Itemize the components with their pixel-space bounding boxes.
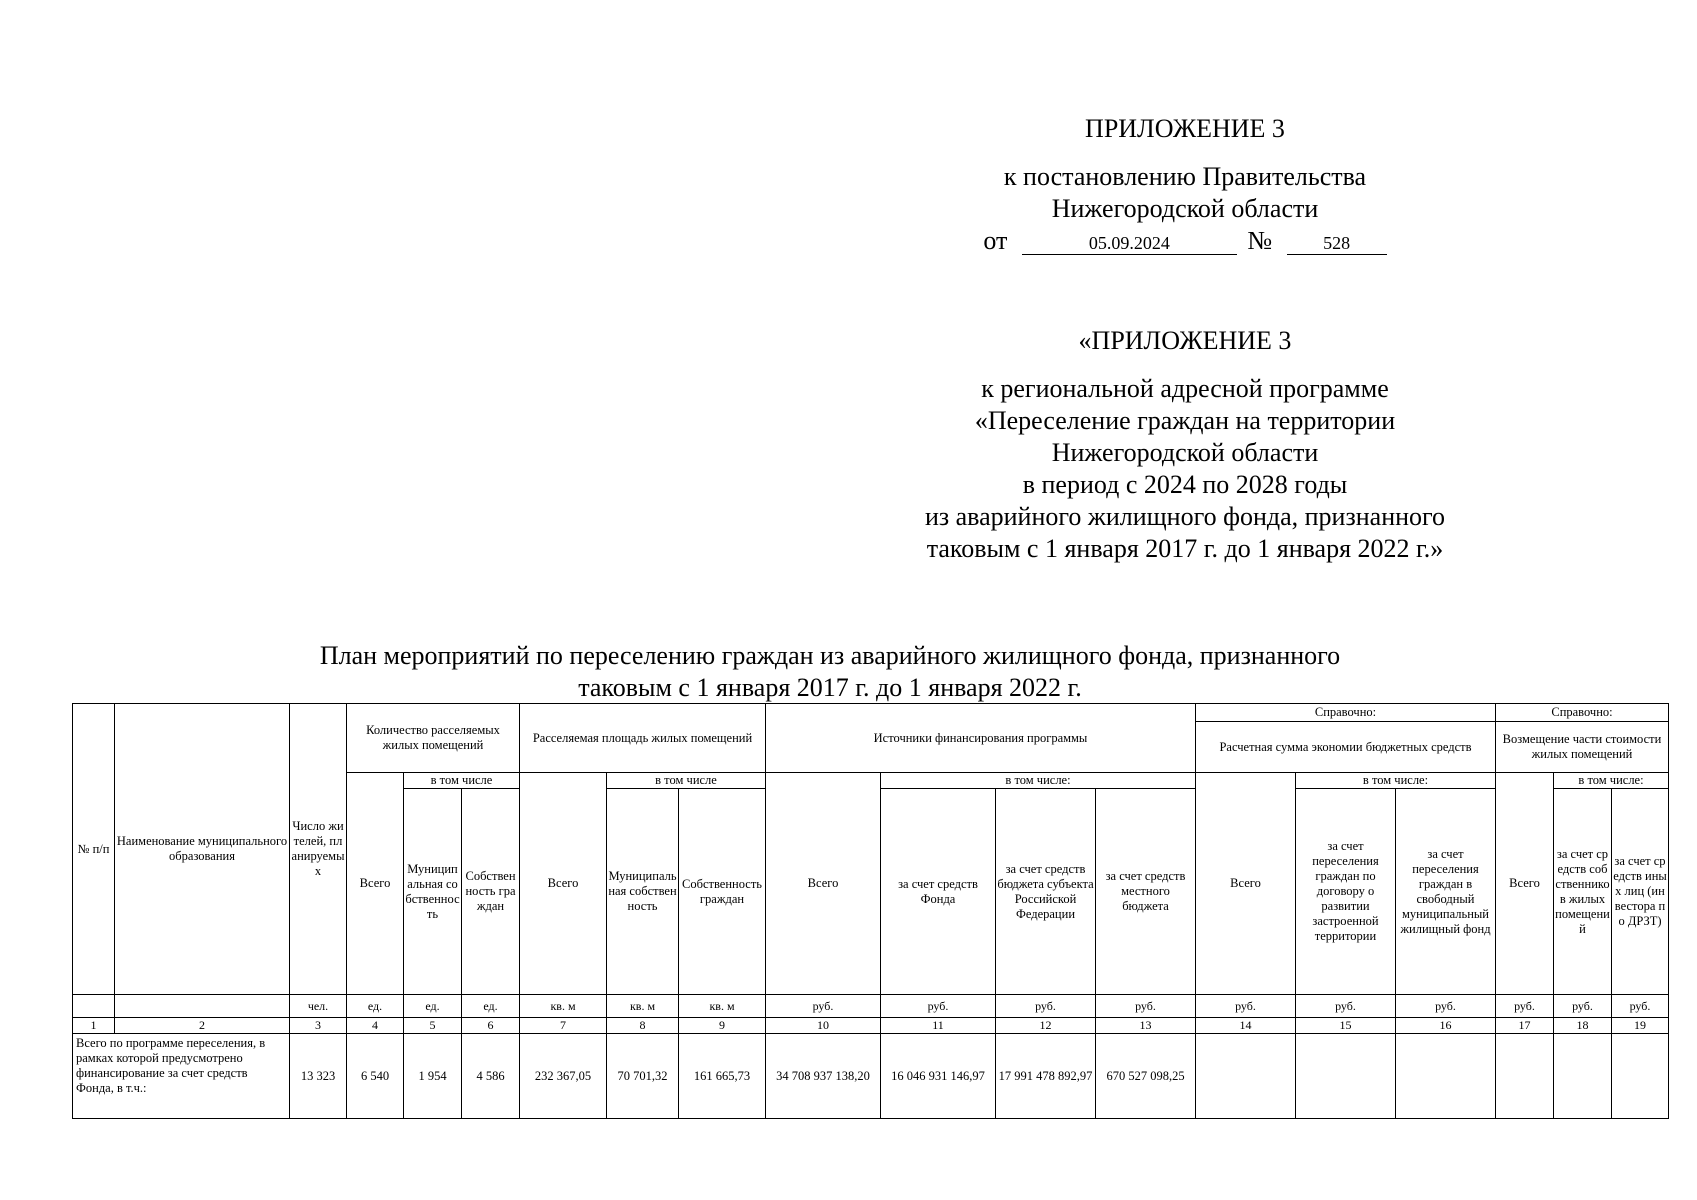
header-rooms-incl: в том числе <box>404 773 520 789</box>
row-comp-owners <box>1554 1034 1612 1119</box>
header-rooms-private: Собственность граждан <box>462 789 520 995</box>
program-line-6: таковым с 1 января 2017 г. до 1 января 2022 г.» <box>926 534 1444 563</box>
row-rooms-total: 6 540 <box>347 1034 404 1119</box>
column-number: 8 <box>607 1018 679 1034</box>
units-row <box>73 995 1669 1018</box>
column-number: 1 <box>73 1018 115 1034</box>
decree-date: 05.09.2024 <box>1022 232 1237 255</box>
header-area-group: Расселяемая площадь жилых помещений <box>520 704 766 773</box>
table-row <box>73 1034 1669 1119</box>
column-number: 7 <box>520 1018 607 1034</box>
unit-cell: руб. <box>1096 995 1196 1018</box>
appendix-line-1: к постановлению Правительства <box>1003 162 1367 191</box>
header-comp-owners: за счет средств собственников жилых помещений <box>1554 789 1612 995</box>
unit-cell: руб. <box>1396 995 1496 1018</box>
row-savings-contract <box>1296 1034 1396 1119</box>
column-number: 18 <box>1554 1018 1612 1034</box>
unit-cell: руб. <box>881 995 996 1018</box>
header-number: № п/п <box>73 704 115 995</box>
unit-cell: руб. <box>996 995 1096 1018</box>
program-line-1: к региональной адресной программе <box>981 374 1389 403</box>
row-area-municipal: 70 701,32 <box>607 1034 679 1119</box>
program-line-3: Нижегородской области <box>1051 438 1319 467</box>
header-finance-group: Источники финансирования программы <box>766 704 1196 773</box>
header-reference-1: Справочно: <box>1196 704 1496 722</box>
from-label: от <box>983 226 1008 255</box>
column-number: 4 <box>347 1018 404 1034</box>
header-area-municipal: Муниципальная собственность <box>607 789 679 995</box>
header-savings-total: Всего <box>1196 773 1296 995</box>
unit-cell <box>115 995 290 1018</box>
column-number: 14 <box>1196 1018 1296 1034</box>
column-number: 6 <box>462 1018 520 1034</box>
row-residents: 13 323 <box>290 1034 347 1119</box>
header-savings-free: за счет переселения граждан в свободный муниципальный жилищный фонд <box>1396 789 1496 995</box>
header-comp-others: за счет средств иных лиц (инвестора по ДРЗТ) <box>1612 789 1669 995</box>
header-finance-fund: за счет средств Фонда <box>881 789 996 995</box>
unit-cell: ед. <box>404 995 462 1018</box>
column-number: 11 <box>881 1018 996 1034</box>
appendix-line-2: Нижегородской области <box>1051 194 1319 223</box>
row-rooms-municipal: 1 954 <box>404 1034 462 1119</box>
header-residents: Число жителей, планируемых <box>290 704 347 995</box>
column-number: 17 <box>1496 1018 1554 1034</box>
plan-table <box>72 703 1669 1119</box>
column-number: 10 <box>766 1018 881 1034</box>
row-finance-total: 34 708 937 138,20 <box>766 1034 881 1119</box>
column-number: 3 <box>290 1018 347 1034</box>
header-municipality: Наименование муниципального образования <box>115 704 290 995</box>
row-finance-local: 670 527 098,25 <box>1096 1034 1196 1119</box>
header-rooms-municipal: Муниципальная собственность <box>404 789 462 995</box>
row-name: Всего по программе переселения, в рамках которой предусмотрено финансирование за счет средств Фонда, в т.ч.: <box>73 1034 290 1119</box>
unit-cell: руб. <box>1296 995 1396 1018</box>
header-area-total: Всего <box>520 773 607 995</box>
row-comp-total <box>1496 1034 1554 1119</box>
header-rooms-group: Количество расселяемых жилых помещений <box>347 704 520 773</box>
column-number: 5 <box>404 1018 462 1034</box>
unit-cell: кв. м <box>520 995 607 1018</box>
unit-cell: кв. м <box>607 995 679 1018</box>
column-numbers-row <box>73 1018 1669 1034</box>
number-label: № <box>1247 226 1273 255</box>
row-finance-regional: 17 991 478 892,97 <box>996 1034 1096 1119</box>
row-area-private: 161 665,73 <box>679 1034 766 1119</box>
unit-cell: кв. м <box>679 995 766 1018</box>
header-comp-total: Всего <box>1496 773 1554 995</box>
row-finance-fund: 16 046 931 146,97 <box>881 1034 996 1119</box>
header-savings-group: Расчетная сумма экономии бюджетных средств <box>1196 722 1496 773</box>
column-number: 19 <box>1612 1018 1669 1034</box>
header-area-incl: в том числе <box>607 773 766 789</box>
plan-title-line-2: таковым с 1 января 2017 г. до 1 января 2022 г. <box>578 673 1082 702</box>
unit-cell <box>73 995 115 1018</box>
appendix-title: ПРИЛОЖЕНИЕ 3 <box>1085 114 1285 143</box>
program-line-4: в период с 2024 по 2028 годы <box>1022 470 1348 499</box>
header-finance-incl: в том числе: <box>881 773 1196 789</box>
program-line-5: из аварийного жилищного фонда, признанного <box>924 502 1446 531</box>
column-number: 12 <box>996 1018 1096 1034</box>
header-rooms-total: Всего <box>347 773 404 995</box>
appendix-header <box>825 113 1545 257</box>
header-finance-local: за счет средств местного бюджета <box>1096 789 1196 995</box>
row-savings-total <box>1196 1034 1296 1119</box>
plan-title <box>200 640 1460 704</box>
unit-cell: руб. <box>766 995 881 1018</box>
header-finance-total: Всего <box>766 773 881 995</box>
unit-cell: руб. <box>1554 995 1612 1018</box>
column-number: 15 <box>1296 1018 1396 1034</box>
column-number: 13 <box>1096 1018 1196 1034</box>
plan-title-line-1: План мероприятий по переселению граждан из аварийного жилищного фонда, признанного <box>319 641 1341 670</box>
unit-cell: чел. <box>290 995 347 1018</box>
column-number: 16 <box>1396 1018 1496 1034</box>
row-comp-others <box>1612 1034 1669 1119</box>
header-compensation-group: Возмещение части стоимости жилых помещений <box>1496 722 1669 773</box>
header-comp-incl: в том числе: <box>1554 773 1669 789</box>
unit-cell: руб. <box>1612 995 1669 1018</box>
row-rooms-private: 4 586 <box>462 1034 520 1119</box>
header-savings-incl: в том числе: <box>1296 773 1496 789</box>
header-finance-regional: за счет средств бюджета субъекта Российской Федерации <box>996 789 1096 995</box>
row-area-total: 232 367,05 <box>520 1034 607 1119</box>
decree-date-line <box>983 225 1386 257</box>
column-number: 9 <box>679 1018 766 1034</box>
row-savings-free <box>1396 1034 1496 1119</box>
program-appendix <box>825 325 1545 565</box>
unit-cell: руб. <box>1496 995 1554 1018</box>
unit-cell: ед. <box>347 995 404 1018</box>
header-area-private: Собственность граждан <box>679 789 766 995</box>
program-appendix-title: «ПРИЛОЖЕНИЕ 3 <box>1078 326 1292 355</box>
header-reference-2: Справочно: <box>1496 704 1669 722</box>
unit-cell: ед. <box>462 995 520 1018</box>
program-line-2: «Переселение граждан на территории <box>974 406 1396 435</box>
column-number: 2 <box>115 1018 290 1034</box>
unit-cell: руб. <box>1196 995 1296 1018</box>
header-savings-contract: за счет переселения граждан по договору о развитии застроенной территории <box>1296 789 1396 995</box>
decree-number: 528 <box>1287 232 1387 255</box>
